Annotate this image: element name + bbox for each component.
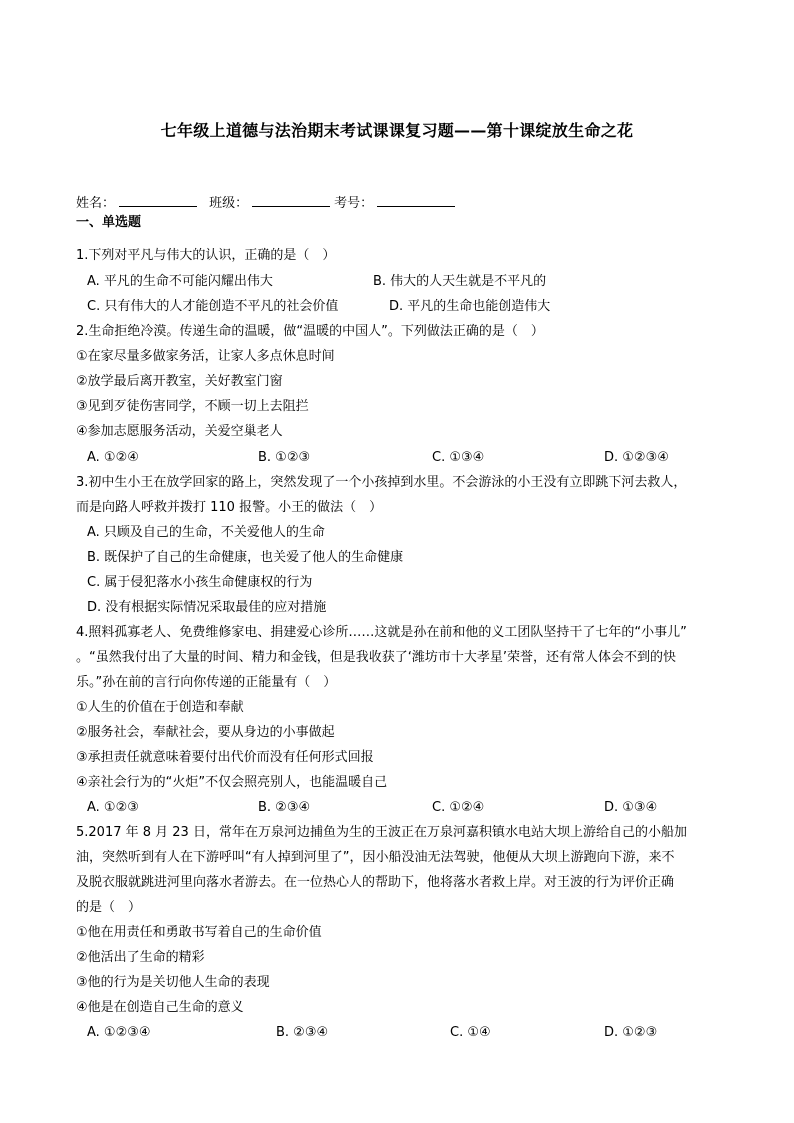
question-1-stem: 1.下列对平凡与伟大的认识，正确的是（ ） <box>76 248 336 263</box>
question-3-stem-line-2: 而是向路人呼救并拨打 110 报警。小王的做法（ ） <box>76 500 383 515</box>
section-title: 一、单选题 <box>76 215 142 230</box>
question-5-option-c: C. ①④ <box>450 1025 491 1040</box>
name-label: 姓名： <box>76 196 116 211</box>
question-2-item-1: ①在家尽量多做家务活，让家人多点休息时间 <box>76 349 335 364</box>
question-5-item-2: ②他活出了生命的精彩 <box>76 950 205 965</box>
question-5-option-a: A. ①②③④ <box>87 1025 151 1040</box>
question-3-option-b: B. 既保护了自己的生命健康，也关爱了他人的生命健康 <box>87 550 404 565</box>
page-title: 七年级上道德与法治期末考试课课复习题——第十课绽放生命之花 <box>160 121 634 140</box>
exam-number-label: 考号： <box>334 196 374 211</box>
question-5-stem-line-4: 的是（ ） <box>76 900 142 915</box>
question-5-stem-line-1: 5.2017 年 8 月 23 日，常年在万泉河边捕鱼为生的王波正在万泉河嘉积镇水电站大坝上游给自己的小船加 <box>76 825 687 840</box>
question-4-option-a: A. ①②③ <box>87 800 139 815</box>
question-4-stem-line-1: 4.照料孤寡老人、免费维修家电、捐建爱心诊所……这就是孙在前和他的义工团队坚持干了七年的“小事儿” <box>76 625 687 640</box>
question-5-option-d: D. ①②③ <box>604 1025 658 1040</box>
question-5-item-3: ③他的行为是关切他人生命的表现 <box>76 975 270 990</box>
question-2-option-a: A. ①②④ <box>87 450 139 465</box>
student-info-row <box>76 192 459 213</box>
question-4-item-1: ①人生的价值在于创造和奉献 <box>76 700 244 715</box>
question-4-option-d: D. ①③④ <box>604 800 658 815</box>
question-2-stem: 2.生命拒绝冷漠。传递生命的温暖，做“温暖的中国人”。下列做法正确的是（ ） <box>76 324 544 339</box>
question-4-item-4: ④亲社会行为的“火炬”不仅会照亮别人，也能温暖自己 <box>76 775 388 790</box>
question-5-item-4: ④他是在创造自己生命的意义 <box>76 1000 244 1015</box>
question-5-stem-line-3: 及脱衣服就跳进河里向落水者游去。在一位热心人的帮助下，他将落水者救上岸。对王波的行为评价正确 <box>76 875 675 890</box>
class-blank[interactable] <box>252 192 330 207</box>
question-4-stem-line-3: 乐。”孙在前的言行向你传递的正能量有（ ） <box>76 675 337 690</box>
exam-number-blank[interactable] <box>377 192 455 207</box>
question-2-option-d: D. ①②③④ <box>604 450 669 465</box>
question-4-option-c: C. ①②④ <box>432 800 485 815</box>
question-1-option-c: C. 只有伟大的人才能创造不平凡的社会价值 <box>87 299 339 314</box>
question-4-item-2: ②服务社会，奉献社会，要从身边的小事做起 <box>76 725 335 740</box>
question-2-item-2: ②放学最后离开教室，关好教室门窗 <box>76 374 283 389</box>
question-1-option-a: A. 平凡的生命不可能闪耀出伟大 <box>87 274 273 289</box>
question-3-option-c: C. 属于侵犯落水小孩生命健康权的行为 <box>87 575 313 590</box>
question-4-stem-line-2: 。“虽然我付出了大量的时间、精力和金钱，但是我收获了‘潍坊市十大孝星’荣誉，还有常人体会不到的快 <box>76 650 677 665</box>
question-5-item-1: ①他在用责任和勇敢书写着自己的生命价值 <box>76 925 322 940</box>
class-label: 班级： <box>209 196 249 211</box>
question-4-option-b: B. ②③④ <box>258 800 311 815</box>
question-2-item-3: ③见到歹徒伤害同学，不顾一切上去阻拦 <box>76 399 309 414</box>
question-2-item-4: ④参加志愿服务活动，关爱空巢老人 <box>76 424 283 439</box>
question-2-option-b: B. ①②③ <box>258 450 311 465</box>
question-2-option-c: C. ①③④ <box>432 450 485 465</box>
question-3-stem-line-1: 3.初中生小王在放学回家的路上，突然发现了一个小孩掉到水里。不会游泳的小王没有立即跳下河去救人， <box>76 475 687 490</box>
name-blank[interactable] <box>119 192 197 207</box>
question-5-stem-line-2: 油，突然听到有人在下游呼叫“有人掉到河里了”，因小船没油无法驾驶，他便从大坝上游跑向下游，来不 <box>76 850 675 865</box>
question-4-item-3: ③承担责任就意味着要付出代价而没有任何形式回报 <box>76 750 374 765</box>
question-1-option-b: B. 伟大的人天生就是不平凡的 <box>373 274 547 289</box>
question-3-option-d: D. 没有根据实际情况采取最佳的应对措施 <box>87 600 327 615</box>
question-1-option-d: D. 平凡的生命也能创造伟大 <box>389 299 551 314</box>
question-3-option-a: A. 只顾及自己的生命，不关爱他人的生命 <box>87 525 325 540</box>
question-5-option-b: B. ②③④ <box>276 1025 329 1040</box>
